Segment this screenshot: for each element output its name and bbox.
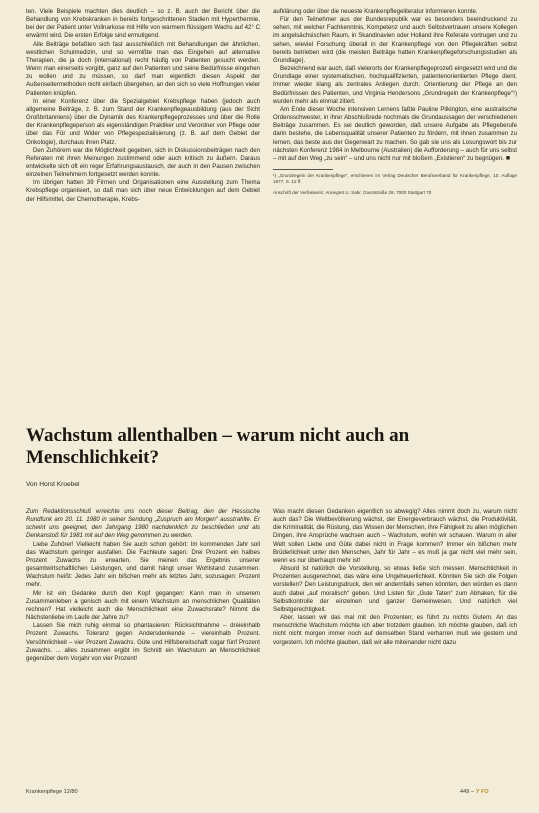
- article-column-left-bottom: [26, 508, 260, 663]
- paragraph: Absurd ist natürlich die Vorstellung, so etwas ließe sich messen. Menschlichkeit in Prozenten ausgerechnet, das wäre eine Ungeheuerlichkeit. Könnten Sie sich die Folgen vorstellen? Den Leistungsdruck, den wir andernfalls sehen könnten, den würden es dann auch dabei „auf moralisch“ geben. Und Listen für „Gute Taten“ zum Abhaken, für die Selbstkontrolle der einzelnen und ganzer Gemeinwesen. Und natürlich viel Selbstgerechtigkeit.: [273, 565, 517, 613]
- paragraph: Für den Teilnehmer aus der Bundesrepublik war es besonders beeindruckend zu sehen, mit welcher Fachkenntnis, Kompetenz und auch Selbstvertrauen unsere Kollegen im angelsächsischen Raum, in Skandinavien oder Holland ihre Referate vortrugen und zu sehen, wieviel Forschung überall in der Krankenpflege von den Pflegekräften selbst bereits betrieben wird (die meisten Beiträge hatten Krankenpflegeforschungsstudien als Grundlage).: [273, 16, 517, 64]
- paragraph: Alle Beiträge befaßten sich fast ausschließlich mit Behandlungen der ähnlichen, westlichen Schulmedizin, und so vermißte man das Eingehen auf alternative Therapien, die ja doch (international) recht häufig von Patienten gesucht werden. Wenn man einerseits vorgibt, ganz auf den Patienten und seine Bedürfnisse eingehen zu wollen und zu müssen, so darf man eigentlich diesen Aspekt der Außenseitermethoden nicht einfach übergehen, an den sich so viele Hoffnungen vieler Patienten knüpfen.: [26, 40, 260, 97]
- article-column-left-top: [26, 8, 260, 204]
- paragraph: In einer Konferenz über die Spezialgebiet Krebspflege haben (jedoch auch allgemeine Beiträge, z. B. zum Stand der Krankenpflegeausbildung (aus der Sicht Großbritanniens) über die Dynamik des Krankenpflegeprozesses und über die Rolle der Krankenpflegeperson als eigenständigen Praktiker und Verordner von Pflege oder über das Für und Wider von Pflegespezialisierung (z. B. auf dem Gebiet der Onkologie), durchaus ihren Platz.: [26, 97, 260, 146]
- paragraph: aufklärung oder über die neueste Krankenpflegeliteratur informieren konnte.: [273, 8, 478, 15]
- paragraph: Was macht diesen Gedanken eigentlich so abwegig? Alles nimmt doch zu, warum nicht auch das? Die Weltbevölkerung wächst, der Energieverbrauch wächst, die Produktivität, die Kriminalität, die Rüstung, das Wissen der Menschen, ihre Fähigkeit zu allen möglichen Dingen, ihre Ansprüche wachsen auch – Wachstum, wohin wir schauen. Warum in aller Welt sollen Liebe und Güte dabei nicht in Frage kommen? Immer ein bißchen mehr Brüderlichkeit unter den Menschen, Jahr für Jahr – es muß ja gar nicht viel mehr sein, wenn es nur überhaupt mehr ist!: [273, 508, 517, 564]
- article-column-right-top: [273, 8, 517, 197]
- paragraph: Liebe Zuhörer! Vielleicht haben Sie auch schon gehört: Im kommenden Jahr soll das Wachstum geringer ausfallen. Die Fachleute sagen: Drei Prozent ein halbes Prozent Zuwachs zu erwarten. Sie meinen das Ergebnis unserer gesamtwirtschaftlichen Leistungen, und damit hängt unser Wohlstand zusammen. Wachstum heißt: Jedes Jahr ein bißchen mehr als letztes Jahr, sozusagen: Prozent mehr.: [26, 540, 260, 589]
- page-number: 449 –: [460, 789, 474, 795]
- paragraph: Den Zuhörern war die Möglichkeit gegeben, sich in Diskussionsbeiträgen nach den Referaten mit ihren Meinungen zustimmend oder auch kritisch zu äußern. Daraus entwickelte sich oft ein reger Erfahrungsaustausch, der auch in den Pausen zwischen einzelnen Teilnehmern fortgesetzt werden konnte.: [26, 146, 260, 179]
- footnote-divider: [273, 169, 333, 170]
- editorial-intro: Zum Redaktionsschluß erreichte uns noch dieser Beitrag, den der Hessische Rundfunk am 20. 11. 1980 in seiner Sendung „Zuspruch am Morgen“ ausstrahlte. Er scheint uns geeignet, den Jahrgang 1980 nachdenklich zu beschließen und als Denkanstoß für 1981 mit auf den Weg genommen zu werden.: [26, 508, 260, 540]
- paragraph: Lassen Sie mich ruhig einmal so phantasieren: Rücksichtnahme – dreieinhalb Prozent Zuwachs. Toleranz gegen Andersdenkende – viereinhalb Prozent. Versöhnlichkeit – vier Prozent Zuwachs. Güte und Hilfsbereitschaft sogar fünf Prozent Zuwachs. ... alles zusammen ergibt im Schnitt ein Wachstum an Menschlichkeit gegenüber dem Vorjahr von vier Prozent!: [26, 622, 260, 662]
- author-address: Anschrift der Verfasserin: Annegret U. Sahr, Goezstraße 28, 7000 Stuttgart 70: [273, 190, 432, 196]
- page-number-footer: [460, 789, 489, 795]
- paragraph: Aber, lassen wir das mal mit den Prozenten; es führt zu nichts Gutem. An das menschliche Wachstum möchte ich aber trotzdem glauben. Ich möchte glauben, daß ich nicht nicht morgen immer noch auf demselben Stand verharren muß wie gestern und vorgestern. Ich möchte glauben, daß wir alle miteinander nicht dazu: [273, 614, 517, 646]
- article-column-right-bottom: [273, 508, 517, 647]
- page-mark: Y FO: [475, 789, 489, 795]
- paragraph: Bezeichnend war auch, daß vielerorts der Krankenpflegeprozeß eingesetzt wird und die Grundlage einer systematischen, hochqualifizierten, patientenorientierten Pflege dient. Immer wieder klang als zentrales Anliegen durch: Orientierung der Pflege an den Bedürfnissen des Patienten, und Virginia Hendersons „Grundregeln der Krankenpflege“¹) wurden mehr als einmal zitiert.: [273, 65, 517, 105]
- footnote: ¹) „Grundregeln der Krankenpflege“, erschienen im Verlag Deutscher Berufsverband für Krankenpflege, 10. Auflage 1977, S. 12 ff.: [273, 172, 517, 185]
- paragraph: ten. Viele Beispiele machten dies deutlich – so z. B. auch der Bericht über die Behandlung von Krebskranken in bereits fortgeschrittenen Stadien mit Hyperthermie, bei der der Patient unter Vollnarkose mit Hilfe von warmem flüssigem Wachs auf 42° C erwärmt wird. Die ersten Erfolge sind ermutigend.: [26, 8, 260, 40]
- article-byline: Von Horst Kroebel: [26, 481, 80, 488]
- article-headline: Wachstum allenthalben – warum nicht auch an Menschlichkeit?: [26, 425, 410, 468]
- paragraph-final: Am Ende dieser Woche intensiven Lernens faßte Pauline Pilkington, eine australische Ordensschwester, in ihrer Abschlußrede nochmals die Grundaussagen der verschiedenen Beiträge zusammen. Es sei deutlich geworden, daß unsere Aufgabe als Pflegeberufe darin bestehe, die Lebensqualität unserer Patienten zu fördern, mit ihnen zusammen zu lernen, das beste aus der Gegenwart zu machen. So gab sie uns als Losungswort bis zur nächsten Konferenz 1984 in Melbourne (Australien) die Aufforderung – auch für uns selbst – mit auf den Weg „zu sein“ – und uns nicht nur mit bloßem „Existieren“ zu begnügen. ■: [273, 106, 517, 163]
- paragraph: Mir ist ein Gedanke durch den Kopf gegangen: Kann man in unserem Zusammenleben a genisch auch mit einem Wachstum an menschlichen Qualitäten rechnen? Hat vielleicht auch die Menschlichkeit eine Zuwachsrate? Nimmt die Nächstenliebe im Laufe der Jahre zu?: [26, 589, 260, 622]
- journal-issue-footer: Krankenpflege 12/80: [26, 789, 78, 795]
- paragraph: Im übrigen hatten 39 Firmen und Organisationen eine Ausstellung zum Thema Krebspflege organisiert, so daß man sich über neue Entwicklungen auf dem Gebiet der Hilfsmittel, der Chemotherapie, Krebs-: [26, 179, 260, 203]
